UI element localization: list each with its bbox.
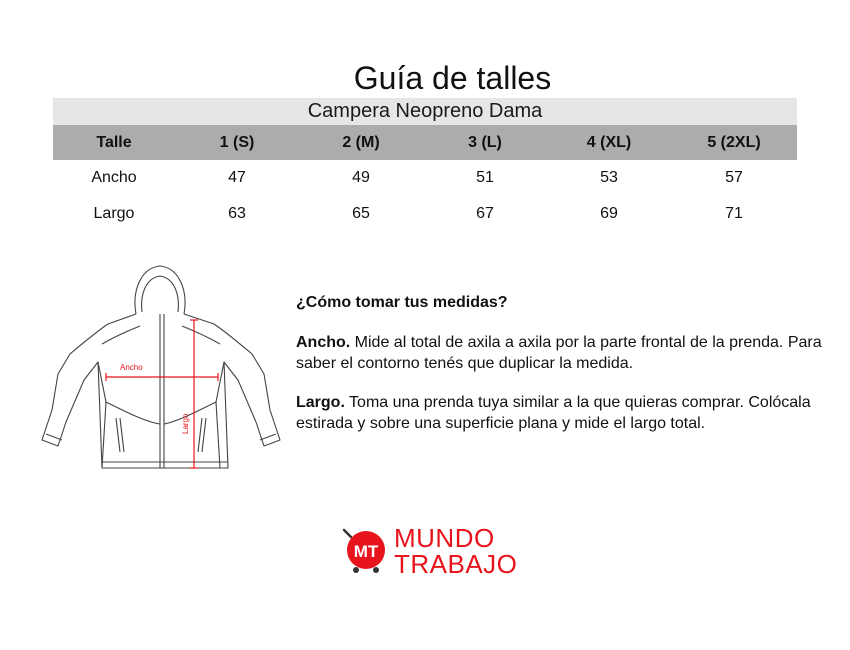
table-cell: 69 xyxy=(600,205,618,222)
jacket-diagram xyxy=(36,262,286,477)
table-cell: 51 xyxy=(476,169,494,186)
product-subtitle: Campera Neopreno Dama xyxy=(53,98,797,125)
ancho-text: Mide al total de axila a axila por la parte frontal de la prenda. Para saber el contorno tenés que duplicar la medida. xyxy=(296,334,822,372)
row-label: Largo xyxy=(93,205,135,222)
ancho-instructions xyxy=(296,332,826,374)
table-cell: 63 xyxy=(228,205,246,222)
how-to-measure xyxy=(296,292,826,452)
table-cell: 49 xyxy=(352,169,370,186)
row-label: Ancho xyxy=(91,169,137,186)
table-cell: 53 xyxy=(600,169,618,186)
ancho-term: Ancho. xyxy=(296,334,351,351)
table-cell: 47 xyxy=(228,169,246,186)
largo-instructions xyxy=(296,392,826,434)
cart-logo-icon xyxy=(342,528,388,574)
size-table-header xyxy=(53,125,797,160)
largo-label: Largo xyxy=(181,413,190,434)
size-table xyxy=(53,125,797,232)
brand-line-2: TRABAJO xyxy=(394,549,518,579)
header-cell-size-2: 2 (M) xyxy=(342,134,380,151)
brand-name xyxy=(394,525,517,577)
page-title: Guía de talles xyxy=(353,60,552,96)
largo-term: Largo. xyxy=(296,394,345,411)
table-cell: 65 xyxy=(352,205,370,222)
table-cell: 71 xyxy=(725,205,743,222)
table-row xyxy=(53,160,797,196)
table-row xyxy=(53,196,797,232)
header-cell-size-3: 3 (L) xyxy=(468,134,502,151)
table-cell: 57 xyxy=(725,169,743,186)
header-cell-size-4: 4 (XL) xyxy=(586,134,632,151)
brand-logo xyxy=(330,522,540,582)
how-to-question: ¿Cómo tomar tus medidas? xyxy=(296,294,508,311)
ancho-label: Ancho xyxy=(120,363,143,372)
header-cell-talle: Talle xyxy=(96,134,132,151)
header-cell-size-5: 5 (2XL) xyxy=(707,134,761,151)
logo-badge-letters: MT xyxy=(353,542,379,561)
largo-text: Toma una prenda tuya similar a la que quieras comprar. Colócala estirada y sobre una superficie plana y mide el largo total. xyxy=(296,394,811,432)
table-cell: 67 xyxy=(476,205,494,222)
brand-line-1: MUNDO xyxy=(394,523,495,553)
header-cell-size-1: 1 (S) xyxy=(219,134,255,151)
